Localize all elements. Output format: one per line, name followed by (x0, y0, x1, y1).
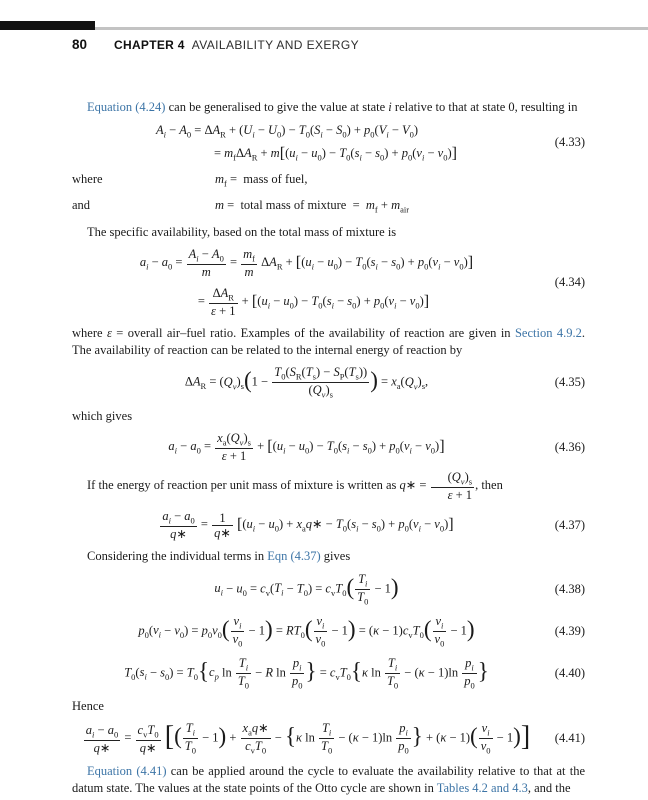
equation-number: (4.37) (554, 517, 585, 532)
equation-body (72, 572, 541, 607)
definition-lead: and (72, 198, 91, 213)
equation-number: (4.38) (554, 581, 585, 596)
equation-math: $A_i - A_0 = \Delta A_R + (U_i - U_0) - T_0(S_i - S_0) + p_0(V_i - V_0)$ = $m_f\Delta A_R + m[(u_i - u_0) - T_0(s_i - s_0) + p_0(v_i - v_0)]$ (155, 122, 458, 163)
xref-tables-4-2-4-3[interactable]: Tables 4.2 and 4.3 (436, 780, 528, 795)
equation-4-34 (72, 247, 585, 318)
equation-4-36 (72, 431, 585, 463)
equation-number: (4.39) (554, 623, 585, 638)
equation-4-37 (72, 509, 585, 541)
equation-4-41 (72, 721, 585, 756)
equation-number: (4.33) (554, 135, 585, 149)
equation-math: $a_i - a_0$ = $\frac{x_a(Q_v)_s}{\varepsilon + 1}$ + $[(u_i - u_0) - T_0(s_i - s_0) + p_0(v_i - v_0)]$ (168, 431, 445, 464)
definition-body: m = total mass of mixture = $m_f + m_{air}$ (215, 198, 410, 215)
equation-4-35 (72, 365, 585, 400)
equation-math: $a_i - a_0$ = $\frac{A_i - A_0}{m}$ = $\frac{m_f}{m}$ $\Delta A_R + [(u_i - u_0) - T_0(s_i - s_0) + p_0(v_i - v_0)]$ = $\frac{\Delta A_R}{\varepsilon + 1}$ + $[(u_i - u_0) - T_0(s_i - s_0) + p_0(v_i - v_0)]$ (139, 247, 474, 319)
equation-body (72, 123, 541, 163)
equation-math: $T_0(s_i - s_0) = T_0\{c_p$ ln $\frac{T_i}{T_0}$ − R ln $\frac{p_i}{p_0}$ } = $c_vT_0\{\kappa$ ln $\frac{T_i}{T_0}$ − (κ − 1)ln $\frac{p_i}{p_0}$ } (124, 655, 489, 691)
definition-and (72, 197, 585, 216)
equation-math: $\frac{a_i - a_0}{q∗}$ = $\frac{1}{q∗}$ [$(u_i - u_0)$ + $x_aq∗ - T_0(s_i - s_0) + p_0(v_i - v_0)$] (162, 509, 454, 542)
equation-4-33 (72, 123, 585, 163)
equation-body (72, 247, 541, 318)
equation-number: (4.34) (554, 275, 585, 290)
paragraph-air-fuel-ratio: where ε = overall air–fuel ratio. Examples of the availability of reaction are given in Section 4.9.2. The availability of reaction can be related to the internal energy of reaction by (72, 326, 585, 357)
paragraph-which-gives: which gives (72, 408, 133, 423)
equation-body (72, 509, 541, 541)
chapter-title: AVAILABILITY AND EXERGY (191, 38, 360, 52)
equation-number: (4.36) (554, 439, 585, 454)
equation-body (72, 656, 541, 691)
paragraph-intro: Equation (4.24) can be generalised to give the value at state i relative to that at state 0, resulting in (87, 100, 578, 114)
header-rule (95, 27, 648, 30)
xref-equation-4-41[interactable]: Equation (4.41) (87, 764, 167, 779)
equation-body (72, 614, 541, 649)
header-bar (0, 21, 95, 30)
paragraph-specific-availability: The specific availability, based on the total mass of mixture is (87, 224, 397, 239)
xref-section-4-9-2[interactable]: Section 4.9.2 (514, 326, 582, 341)
definition-lead: where (72, 171, 103, 186)
equation-math: $p_0(v_i - v_0) = p_0v_0$( $\frac{v_i}{v_0}$ − $1) = RT_0$( $\frac{v_i}{v_0}$ − $1) = (\kappa - 1)c_vT_0$( $\frac{v_i}{v_0}$ − 1) (138, 613, 475, 649)
chapter-label: CHAPTER 4 (114, 38, 185, 52)
equation-number: (4.35) (554, 375, 585, 390)
page-number: 80 (72, 37, 88, 52)
equation-number: (4.41) (554, 731, 585, 746)
page-content (72, 92, 585, 800)
paragraph-energy-of-reaction: If the energy of reaction per unit mass of mixture is written as q∗ = $\frac{(Q_v)_s}{\varepsilon + 1}$ , then (87, 470, 503, 503)
definition-where (72, 171, 585, 190)
xref-equation-4-24[interactable]: Equation (4.24) (87, 100, 166, 114)
equation-body (72, 365, 541, 400)
equation-math: $u_i - u_0 = c_v(T_i - T_0) = c_vT_0$( $\frac{T_i}{T_0}$ − 1) (214, 571, 399, 607)
equation-4-39 (72, 614, 585, 649)
equation-4-38 (72, 572, 585, 607)
equation-math: $\Delta A_R = (Q_v)_s(1$ − $\frac{T_0(S_R(T_s) - S_P(T_s))}{(Q_v)_s}$ ) = $x_a(Q_v)_s$, (184, 365, 429, 400)
equation-math: $\frac{a_i - a_0}{q∗}$ = $\frac{c_vT_0}{q∗}$ [( $\frac{T_i}{T_0}$ − 1) + $\frac{x_aq∗}{c_vT_0}$ − {κ ln $\frac{T_i}{T_0}$ − (κ − 1)ln $\frac{p_i}{p_0}$ } + (κ − 1)( $\frac{v_i}{v_0}$ − 1)] (85, 720, 531, 756)
paragraph-considering: Considering the individual terms in Eqn (4.37) gives (87, 549, 351, 564)
equation-body (72, 431, 541, 463)
equation-number: (4.40) (554, 665, 585, 680)
paragraph-closing: Equation (4.41) can be applied around the cycle to evaluate the availability relative to that at the datum state. The values at the state points of the Otto cycle are shown in Tables 4.2 and 4.3, and the (72, 764, 585, 795)
definition-body: $m_f$ = mass of fuel, (215, 171, 308, 188)
page-header (72, 37, 359, 52)
paragraph-hence: Hence (72, 698, 104, 713)
equation-body (72, 721, 541, 756)
equation-4-40 (72, 656, 585, 691)
xref-eqn-4-37[interactable]: Eqn (4.37) (267, 549, 321, 564)
